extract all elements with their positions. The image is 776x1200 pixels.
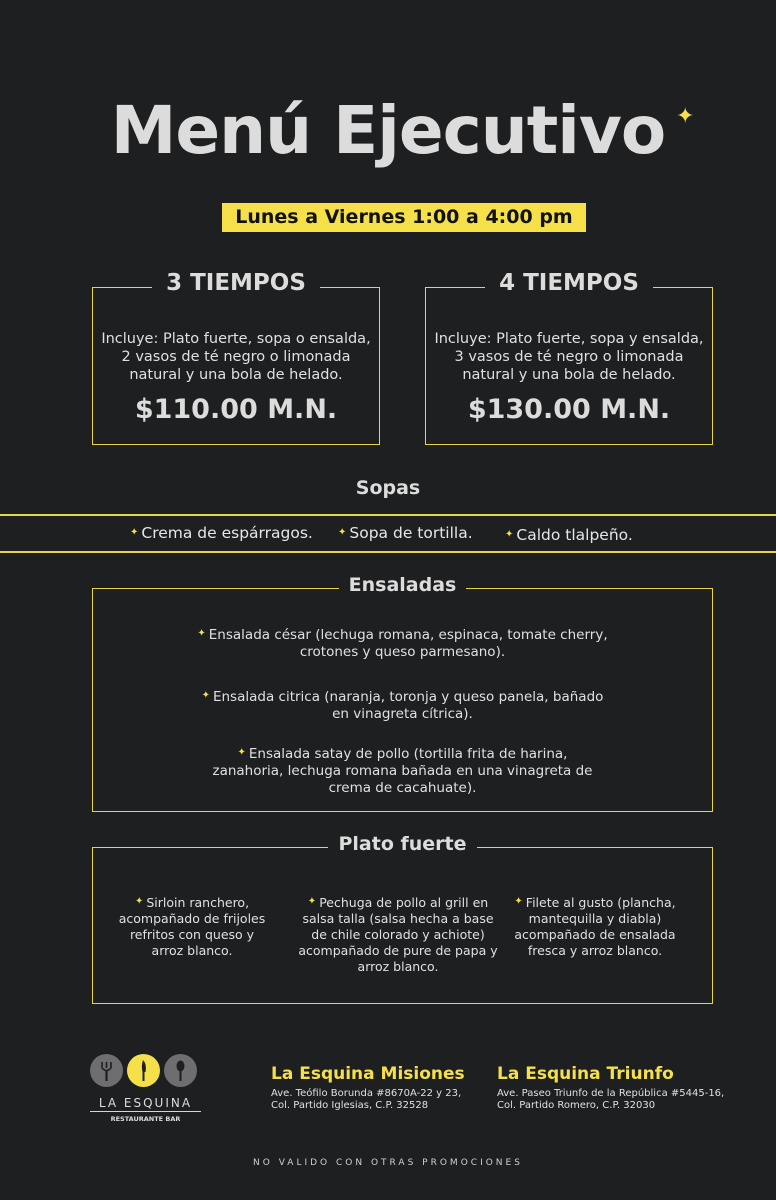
sparkle-icon: ✦: [676, 104, 695, 129]
package-price: $110.00 M.N.: [134, 394, 338, 425]
logo: [88, 1054, 203, 1126]
package-title: 3 TIEMPOS: [152, 270, 320, 296]
fork-icon: [90, 1054, 123, 1087]
list-item: ✦ Filete al gusto (plancha, mantequilla y diabla) acompañado de ensalada fresca y arroz blanco.: [514, 895, 676, 958]
branch-misiones: [271, 1064, 486, 1112]
branch-address: Ave. Teófilo Borunda #8670A-22 y 23, Col. Partido Iglesias, C.P. 32528: [271, 1088, 462, 1111]
list-item: ✦ Sopa de tortilla.: [338, 524, 473, 542]
logo-subtitle: RESTAURANTE BAR: [110, 1115, 181, 1123]
package-3-tiempos: [92, 270, 380, 445]
sopas-top-line: [0, 514, 776, 516]
sparkle-icon: ✦: [338, 527, 347, 538]
logo-name: LA ESQUINA: [98, 1096, 193, 1110]
sparkle-icon: ✦: [505, 529, 514, 540]
spoon-icon: [164, 1054, 197, 1087]
package-description: Incluye: Plato fuerte, sopa y ensalda, 3 vasos de té negro o limonada natural y una bola de helado.: [434, 331, 704, 383]
package-price: $130.00 M.N.: [467, 394, 671, 425]
package-4-tiempos: [425, 270, 713, 445]
package-description: Incluye: Plato fuerte, sopa o ensalda, 2 vasos de té negro o limonada natural y una bola de helado.: [101, 331, 371, 383]
list-item: ✦ Pechuga de pollo al grill en salsa talla (salsa hecha a base de chile colorado y achiote) acompañado de pure de papa y arroz blanco.: [298, 895, 498, 974]
plato-fuerte-section: [92, 833, 713, 1004]
list-item: ✦ Ensalada césar (lechuga romana, espinaca, tomate cherry, crotones y queso parmesano).: [197, 627, 608, 660]
ensaladas-section: [92, 574, 713, 812]
logo-divider: [90, 1111, 201, 1112]
sparkle-icon: ✦: [134, 896, 144, 907]
list-item: ✦ Caldo tlalpeño.: [505, 526, 633, 544]
sparkle-icon: ✦: [514, 896, 523, 907]
ensaladas-heading: Ensaladas: [339, 574, 467, 596]
sparkle-icon: ✦: [130, 527, 139, 538]
branch-name: La Esquina Misiones: [271, 1064, 465, 1084]
sopas-bottom-line: [0, 551, 776, 553]
branch-name: La Esquina Triunfo: [497, 1064, 674, 1084]
list-item: ✦ Sirloin ranchero, acompañado de frijoles refritos con queso y arroz blanco.: [118, 895, 266, 958]
hours-banner: Lunes a Viernes 1:00 a 4:00 pm: [222, 203, 586, 232]
list-item: ✦ Ensalada citrica (naranja, toronja y queso panela, bañado en vinagreta cítrica).: [201, 689, 604, 722]
sparkle-icon: ✦: [197, 628, 206, 639]
plato-fuerte-heading: Plato fuerte: [328, 833, 476, 855]
sopas-heading: Sopas: [355, 477, 421, 499]
list-item: ✦ Ensalada satay de pollo (tortilla frita de harina, zanahoria, lechuga romana bañada en una vinagreta de crema de cacahuate).: [212, 746, 593, 796]
disclaimer: NO VALIDO CON OTRAS PROMOCIONES: [253, 1158, 523, 1168]
package-title: 4 TIEMPOS: [485, 270, 653, 296]
sparkle-icon: ✦: [307, 896, 317, 907]
sparkle-icon: ✦: [201, 690, 210, 701]
page-title: Menú Ejecutivo: [110, 92, 666, 169]
list-item: ✦ Crema de espárragos.: [130, 524, 313, 542]
sparkle-icon: ✦: [237, 747, 246, 758]
branch-triunfo: [497, 1064, 747, 1112]
branch-address: Ave. Paseo Triunfo de la República #5445-16, Col. Partido Romero, C.P. 32030: [497, 1088, 725, 1111]
knife-icon: [127, 1054, 160, 1087]
